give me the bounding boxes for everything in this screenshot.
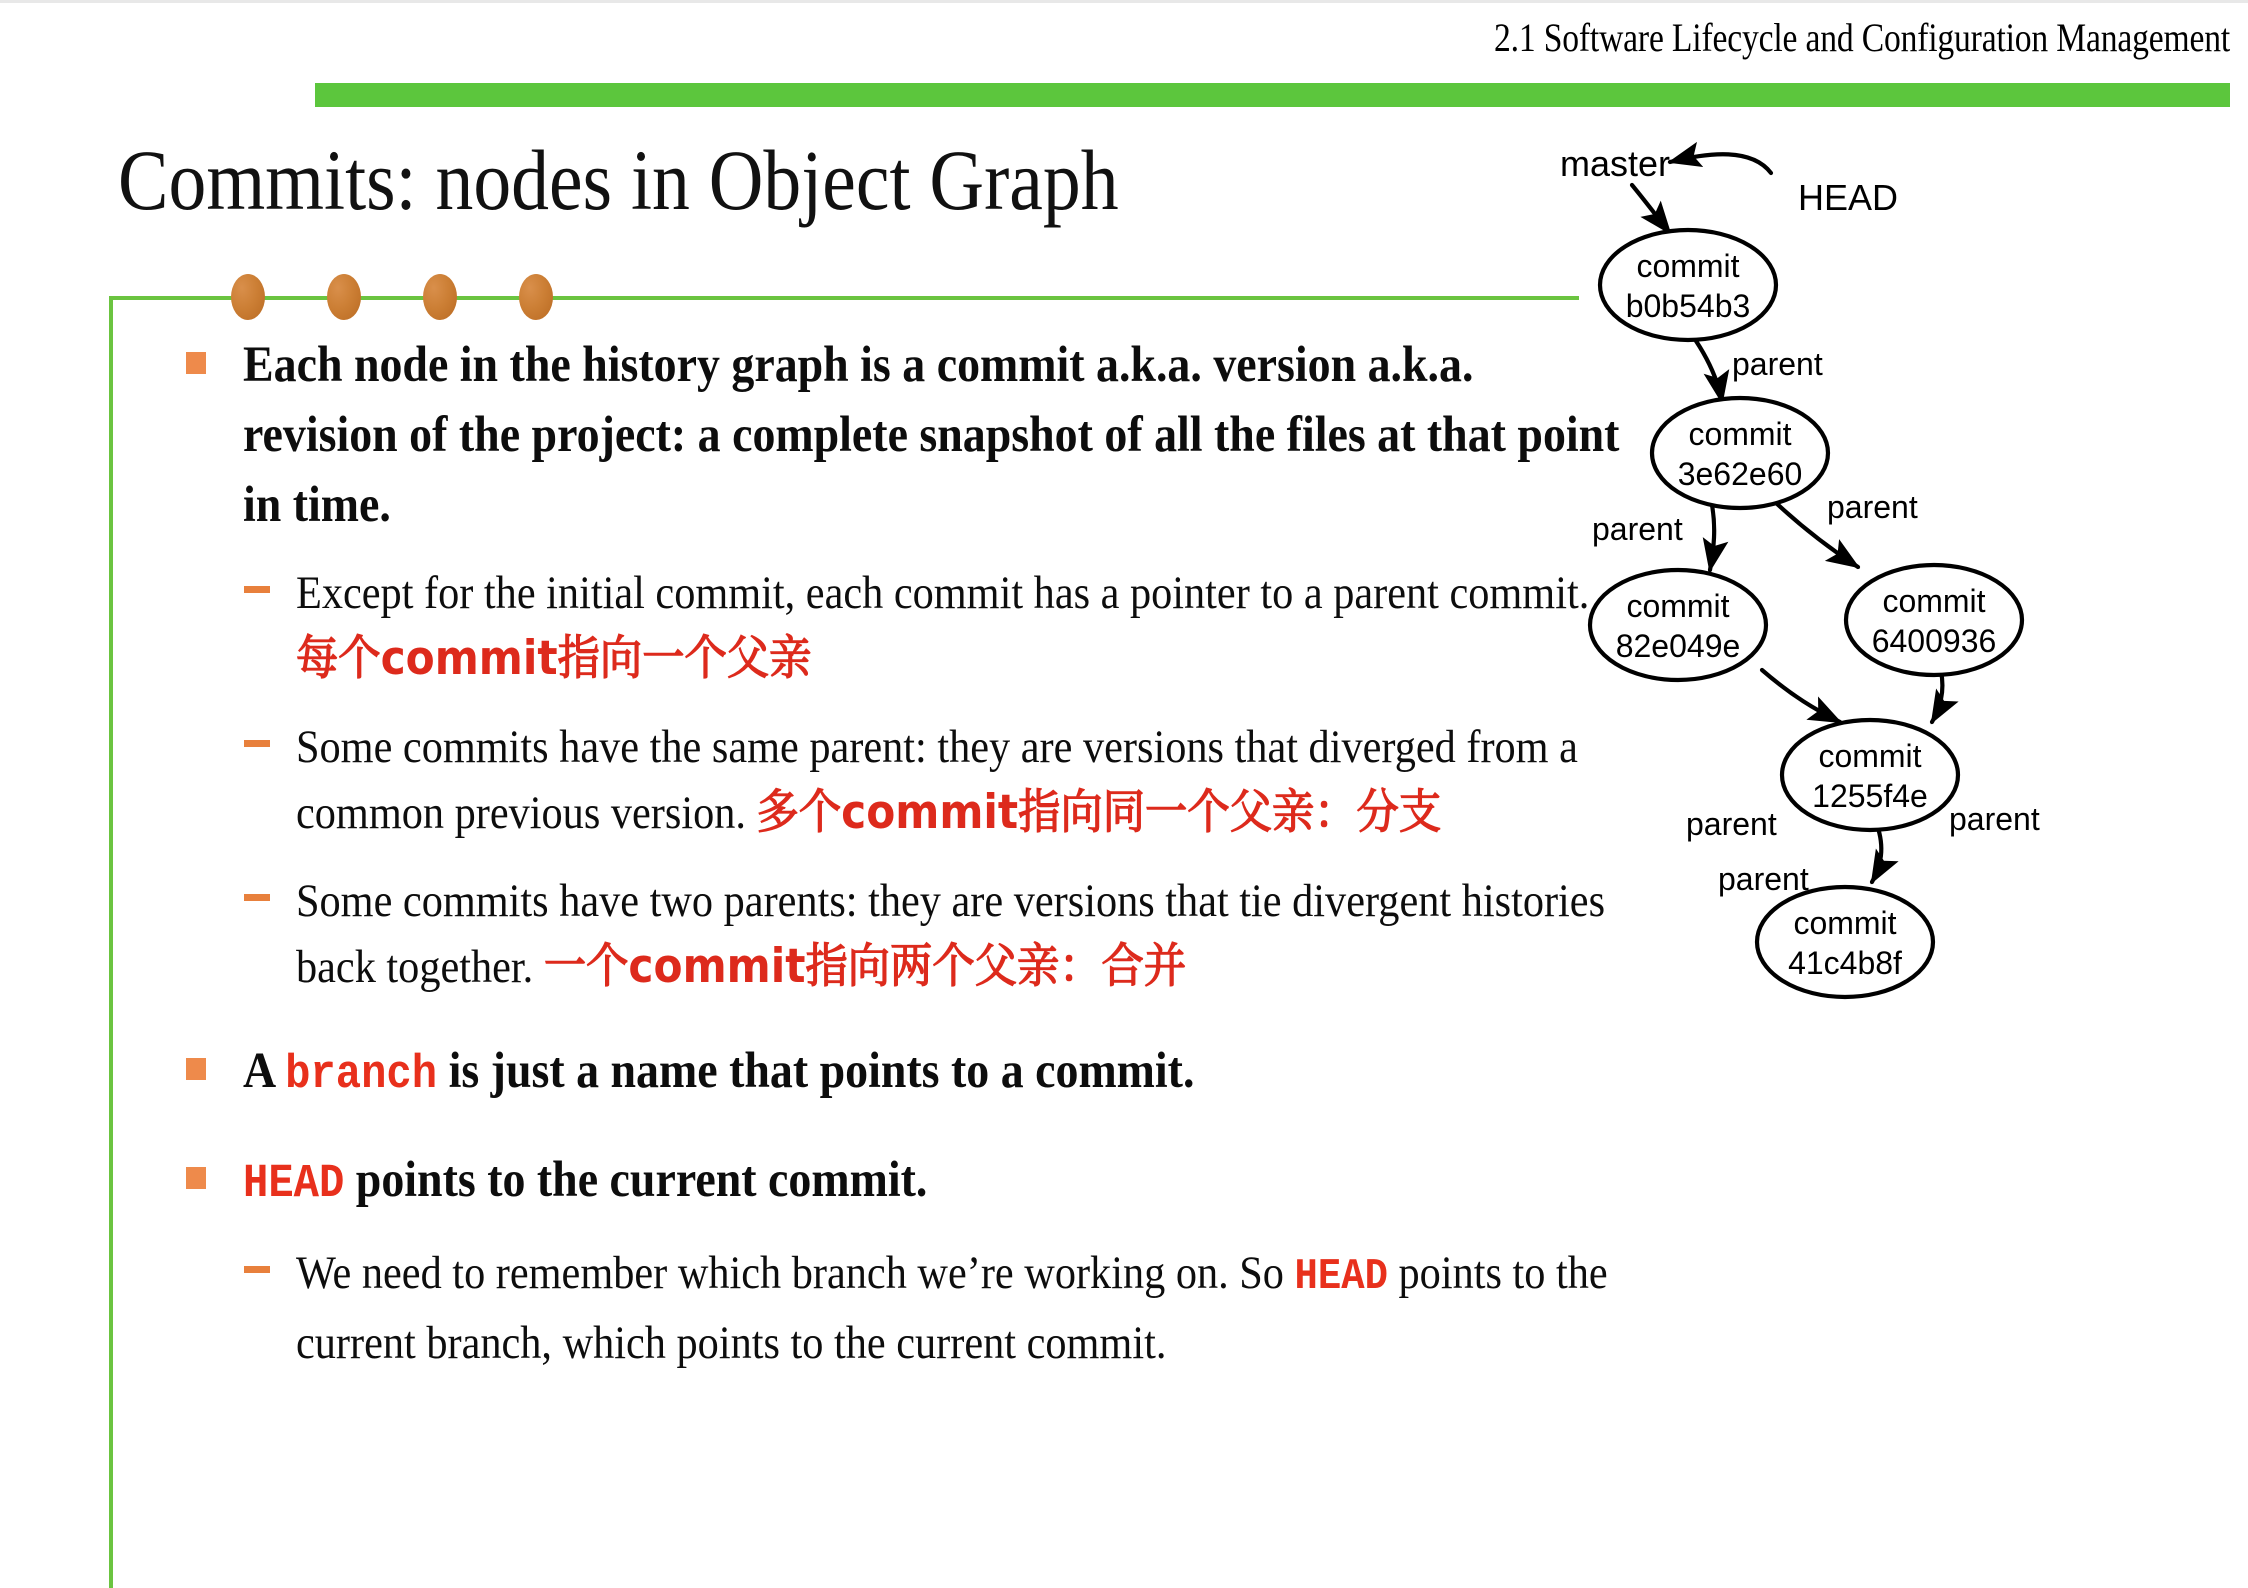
node-label-line2: 41c4b8f	[1788, 945, 1902, 981]
head-keyword: HEAD	[243, 1158, 345, 1211]
head-note-prefix: We need to remember which branch we’re working on. So	[296, 1247, 1295, 1299]
decoration-dot-2	[327, 274, 361, 320]
square-bullet-icon	[186, 1167, 206, 1189]
spacer	[0, 1115, 1620, 1145]
sub-bullet-text-zh: 每个commit指向一个父亲	[296, 631, 812, 686]
square-bullet-icon	[186, 1058, 206, 1080]
sub-bullet-text-zh: 多个commit指向同一个父亲：分支	[756, 785, 1442, 840]
node-label-line1: commit	[1626, 588, 1730, 624]
edge-label-parent: parent	[1592, 511, 1683, 547]
spacer	[0, 544, 1620, 560]
node-label-line1: commit	[1688, 416, 1792, 452]
decoration-dot-3	[423, 274, 457, 320]
bullet-text	[243, 1036, 1620, 1111]
bullet-text: Each node in the history graph is a commit a.k.a. version a.k.a. revision of the project: a complete snapshot of all the files at that point in time.	[243, 337, 1620, 533]
sub-bullet-text-en: Some commits have two parents: they are versions that tie divergent histories back together.	[296, 875, 1606, 993]
spacer	[0, 852, 1620, 868]
dash-bullet-icon	[244, 740, 270, 747]
decoration-dot-1	[231, 274, 265, 320]
spacer	[0, 698, 1620, 714]
sub-bullet-item-4	[0, 1240, 1620, 1376]
sub-bullet-text	[296, 1240, 1628, 1376]
node-label-line2: 6400936	[1871, 623, 1997, 659]
node-label-line1: commit	[1818, 738, 1922, 774]
sub-bullet-text-en: Some commits have the same parent: they are versions that diverged from a common previous version.	[296, 721, 1578, 839]
sub-bullet-item-3	[0, 868, 1620, 1000]
bullet-item-primary	[0, 330, 1620, 540]
spacer	[0, 1006, 1620, 1036]
decoration-dot-4	[519, 274, 553, 320]
spacer	[0, 1224, 1620, 1240]
bullet-item-head	[0, 1145, 1620, 1220]
node-label-line1: commit	[1793, 905, 1897, 941]
node-label-line2: 3e62e60	[1677, 456, 1803, 492]
node-label-line2: 82e049e	[1615, 628, 1741, 664]
edge-label-parent: parent	[1732, 346, 1823, 382]
head-keyword: HEAD	[1294, 1252, 1388, 1301]
bullet-item-branch	[0, 1036, 1620, 1111]
ref-label-head: HEAD	[1798, 177, 1899, 218]
top-edge-divider	[0, 0, 2248, 3]
ref-label-master: master	[1560, 143, 1671, 184]
head-sentence-suffix: points to the current commit.	[344, 1152, 928, 1208]
head-note-suffix: points to the current branch, which points to the current commit.	[296, 1247, 1608, 1369]
sub-bullet-text	[296, 560, 1628, 692]
branch-sentence-suffix: is just a name that points to a commit.	[437, 1043, 1195, 1099]
edge-label-parent: parent	[1686, 806, 1777, 842]
dash-bullet-icon	[244, 1266, 270, 1273]
sub-bullet-item-1	[0, 560, 1620, 692]
edge-label-parent: parent	[1827, 489, 1918, 525]
sub-bullet-item-2	[0, 714, 1620, 846]
dash-bullet-icon	[244, 586, 270, 593]
sub-bullet-text-zh: 一个commit指向两个父亲：合并	[543, 939, 1187, 994]
edge-label-parent: parent	[1949, 801, 2040, 837]
square-bullet-icon	[186, 352, 206, 374]
node-label-line1: commit	[1636, 248, 1740, 284]
sub-bullet-text	[296, 714, 1628, 846]
branch-keyword: branch	[285, 1049, 438, 1102]
node-label-line1: commit	[1882, 583, 1986, 619]
bullet-text	[243, 1145, 1620, 1220]
sub-bullet-text	[296, 868, 1628, 1000]
commit-object-graph-diagram	[1540, 130, 2248, 1030]
dash-bullet-icon	[244, 894, 270, 901]
branch-sentence-prefix: A	[243, 1043, 286, 1099]
node-label-line2: b0b54b3	[1625, 288, 1751, 324]
edge-label-parent: parent	[1718, 861, 1809, 897]
node-label-line2: 1255f4e	[1812, 778, 1928, 814]
page-title: Commits: nodes in Object Graph	[118, 132, 1119, 228]
bullet-list	[0, 330, 1620, 1382]
header-green-rule	[315, 83, 2230, 107]
section-header-title: 2.1 Software Lifecycle and Configuration Management	[1494, 15, 2230, 60]
sub-bullet-text-en: Except for the initial commit, each commit has a pointer to a parent commit.	[296, 567, 1590, 619]
